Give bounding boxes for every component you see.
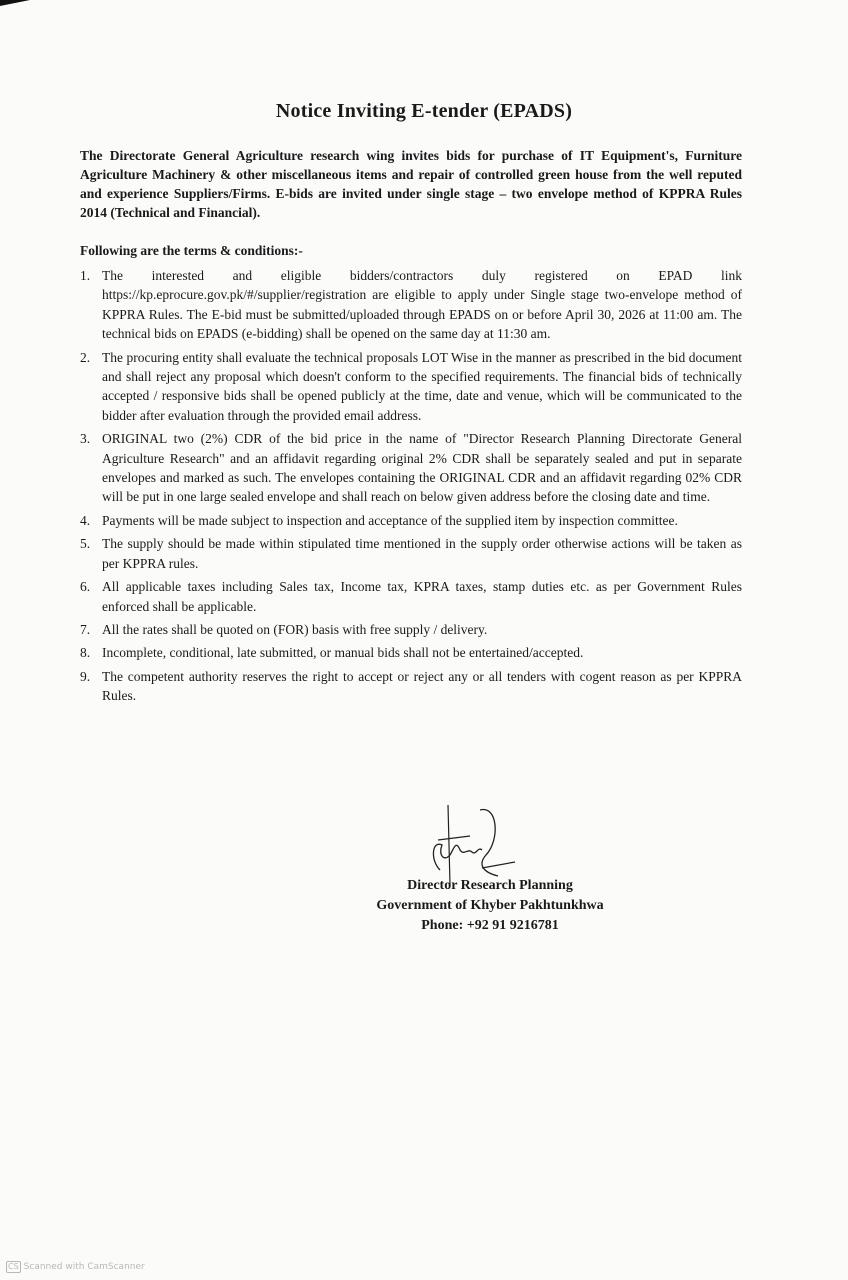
intro-paragraph: The Directorate General Agriculture research wing invites bids for purchase of IT Equipment's, Furniture Agriculture Machinery & other miscellaneous items and repair of controlled green house from the well reputed and experience Suppliers/Firms. E-bids are invited under single stage – two envelope method of KPPRA Rules 2014 (Technical and Financial).	[80, 148, 742, 220]
terms-heading: Following are the terms & conditions:-	[80, 243, 303, 258]
term-item	[80, 667, 742, 706]
term-item	[80, 534, 742, 573]
term-text: The supply should be made within stipulated time mentioned in the supply order otherwise actions will be taken as per KPPRA rules.	[102, 536, 742, 571]
term-number: 5.	[80, 536, 91, 552]
term-number: 7.	[80, 621, 91, 637]
terms-list	[80, 266, 742, 710]
term-number: 2.	[80, 349, 91, 365]
page-title: Notice Inviting E-tender (EPADS)	[275, 100, 573, 122]
term-number: 8.	[80, 645, 91, 661]
term-item	[80, 643, 742, 662]
signatory-designation: Director Research Planning	[407, 878, 573, 893]
term-text: ORIGINAL two (2%) CDR of the bid price in the name of "Director Research Planning Directorate General Agriculture Research" and an affidavit regarding original 2% CDR shall be separately sealed and put in separate envelopes and marked as such. The envelopes containing the ORIGINAL CDR and an affidavit regarding 02% CDR will be put in one large sealed envelope and shall reach on below given address before the closing date and time.	[102, 431, 742, 505]
term-item	[80, 511, 742, 530]
term-text: Payments will be made subject to inspection and acceptance of the supplied item by inspection committee.	[102, 512, 678, 528]
term-text: The interested and eligible bidders/contractors duly registered on EPAD link https://kp.eprocure.gov.pk/#/supplier/registration are eligible to apply under Single stage two-envelope method of KPPRA Rules. The E-bid must be submitted/uploaded through EPADS on or before April 30, 2026 at 11:00 am. The technical bids on EPADS (e-bidding) shall be opened on the same day at 11:30 am.	[102, 268, 742, 342]
watermark-text: Scanned with CamScanner	[23, 1262, 145, 1272]
signatory-block	[340, 876, 640, 936]
term-text: Incomplete, conditional, late submitted, or manual bids shall not be entertained/accepted.	[102, 645, 584, 661]
signatory-organization: Government of Khyber Pakhtunkhwa	[376, 898, 604, 913]
signatory-phone: Phone: +92 91 9216781	[421, 918, 559, 933]
term-text: All applicable taxes including Sales tax, Income tax, KPRA taxes, stamp duties etc. as per Government Rules enforced shall be applicable.	[102, 579, 742, 614]
term-item	[80, 620, 742, 639]
scan-corner-artifact	[0, 0, 30, 6]
camscanner-logo-icon: CS	[8, 1262, 19, 1271]
term-text: All the rates shall be quoted on (FOR) basis with free supply / delivery.	[102, 621, 488, 637]
term-number: 1.	[80, 268, 91, 283]
camscanner-watermark	[6, 1261, 145, 1273]
term-item	[80, 429, 742, 507]
term-text: The procuring entity shall evaluate the technical proposals LOT Wise in the manner as prescribed in the bid document and shall reject any proposal which doesn't conform to the specified requirements. The financial bids of technically accepted / responsive bids shall be opened publicly at the time, date and venue, which will be communicated to the bidder after evaluation through the provided email address.	[102, 349, 742, 423]
term-item	[80, 266, 742, 344]
term-item	[80, 348, 742, 426]
term-number: 3.	[80, 431, 91, 447]
term-number: 4.	[80, 512, 91, 528]
handwritten-signature	[420, 800, 520, 885]
term-number: 9.	[80, 668, 91, 684]
term-number: 6.	[80, 579, 91, 595]
term-text: The competent authority reserves the right to accept or reject any or all tenders with cogent reason as per KPPRA Rules.	[102, 668, 742, 704]
term-item	[80, 577, 742, 616]
